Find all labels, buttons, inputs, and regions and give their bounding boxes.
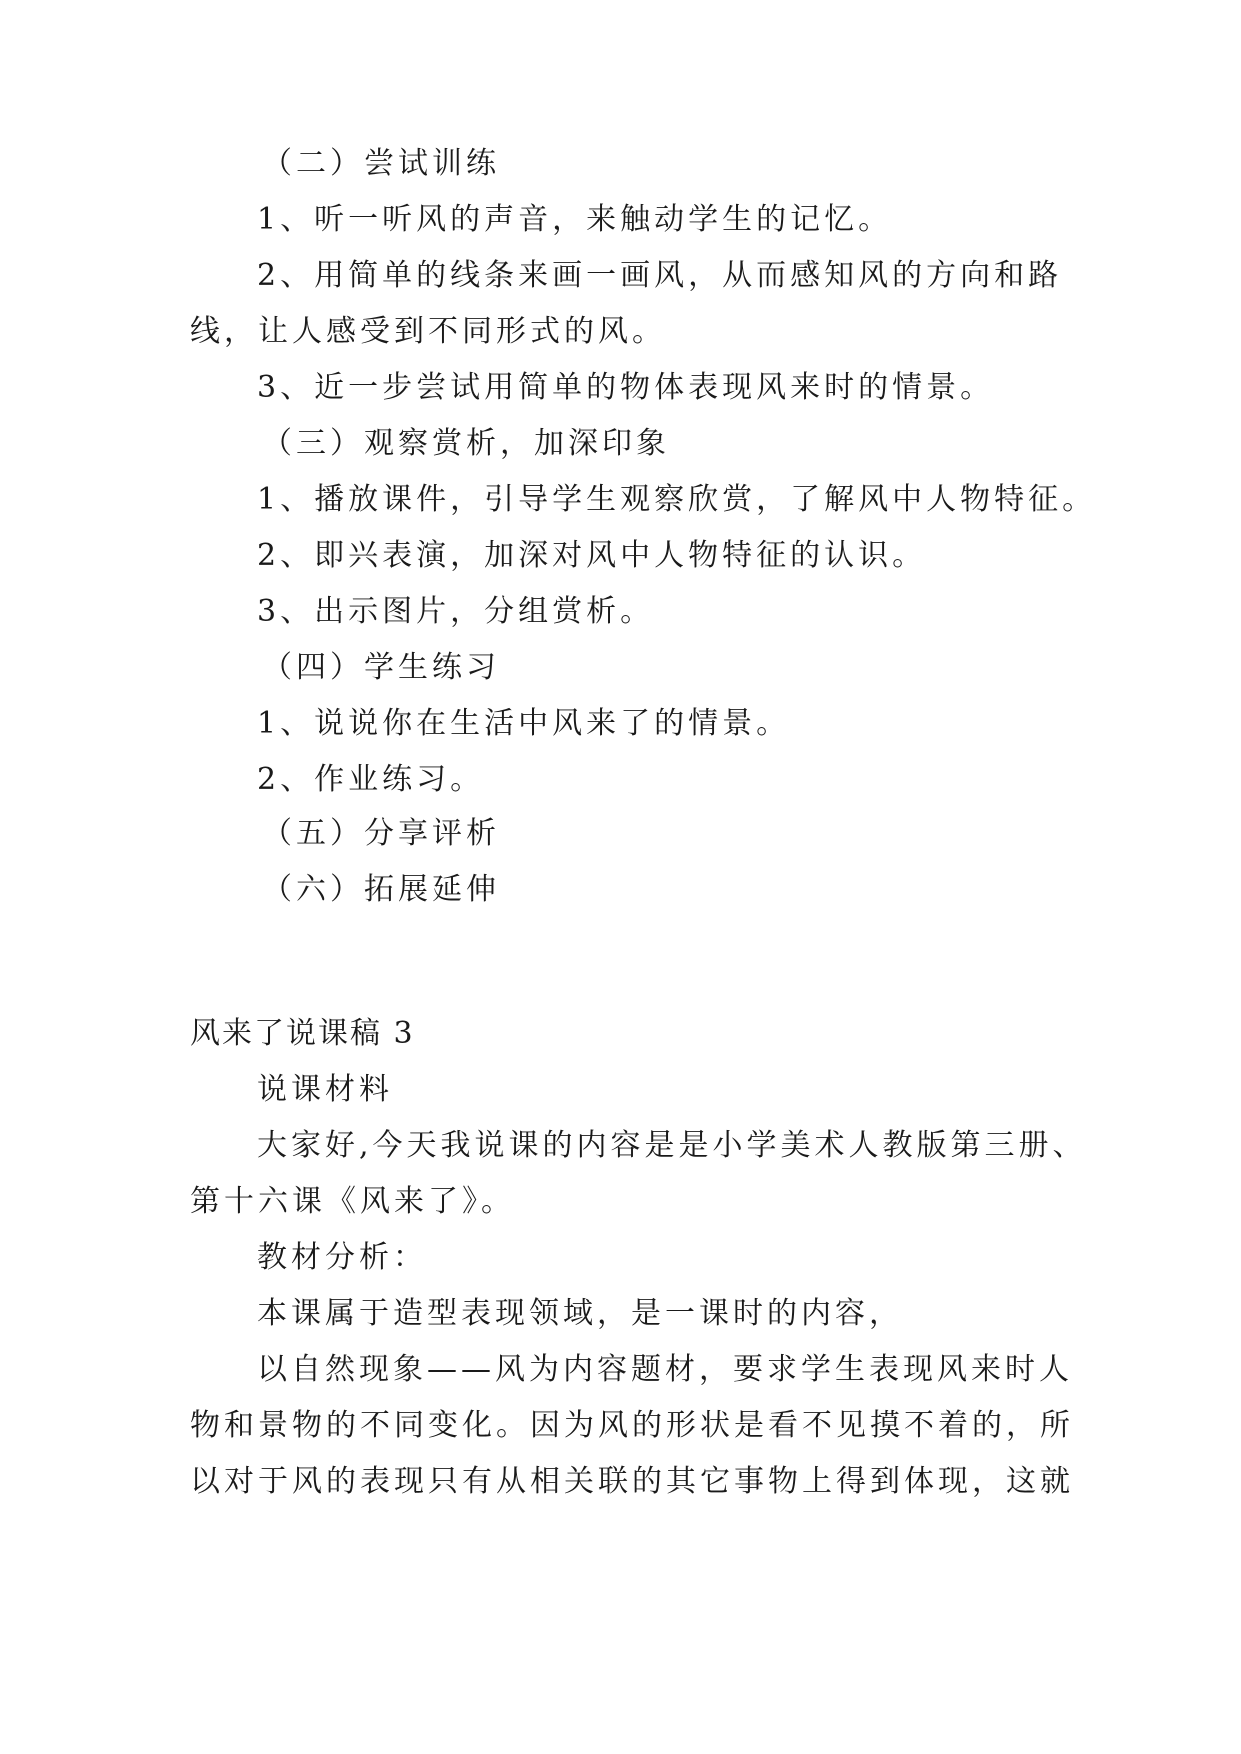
heading-extension: （六）拓展延伸 [262, 872, 500, 907]
heading-share-review: （五）分享评析 [262, 816, 500, 851]
paragraph-continuation: 线，让人感受到不同形式的风。 [190, 314, 666, 349]
paragraph-continuation: 以对于风的表现只有从相关联的其它事物上得到体现，这就 [190, 1464, 1074, 1499]
paragraph-item: 3、出示图片，分组赏析。 [257, 594, 655, 629]
paragraph-item: 3、近一步尝试用简单的物体表现风来时的情景。 [257, 370, 995, 405]
document-title: 风来了说课稿 3 [190, 1016, 415, 1051]
paragraph-item: 2、即兴表演，加深对风中人物特征的认识。 [257, 538, 927, 573]
paragraph-continuation: 第十六课《风来了》。 [190, 1184, 515, 1219]
heading-trial-training: （二）尝试训练 [262, 146, 500, 181]
paragraph-item: 1、说说你在生活中风来了的情景。 [257, 706, 791, 741]
paragraph-item: 2、用简单的线条来画一画风，从而感知风的方向和路 [257, 258, 1063, 293]
paragraph-analysis: 本课属于造型表现领域，是一课时的内容， [257, 1296, 903, 1331]
paragraph-intro: 大家好,今天我说课的内容是是小学美术人教版第三册、 [257, 1128, 1087, 1163]
paragraph-continuation: 物和景物的不同变化。因为风的形状是看不见摸不着的，所 [190, 1408, 1074, 1443]
heading-student-practice: （四）学生练习 [262, 650, 500, 685]
paragraph-item: 2、作业练习。 [257, 762, 485, 797]
paragraph-item: 1、播放课件，引导学生观察欣赏，了解风中人物特征。 [257, 482, 1097, 517]
heading-observe-appreciate: （三）观察赏析，加深印象 [262, 426, 670, 461]
paragraph-analysis: 以自然现象——风为内容题材，要求学生表现风来时人 [257, 1352, 1073, 1387]
subtitle: 说课材料 [257, 1072, 393, 1107]
heading-material-analysis: 教材分析： [257, 1240, 427, 1275]
paragraph-item: 1、听一听风的声音，来触动学生的记忆。 [257, 202, 893, 237]
